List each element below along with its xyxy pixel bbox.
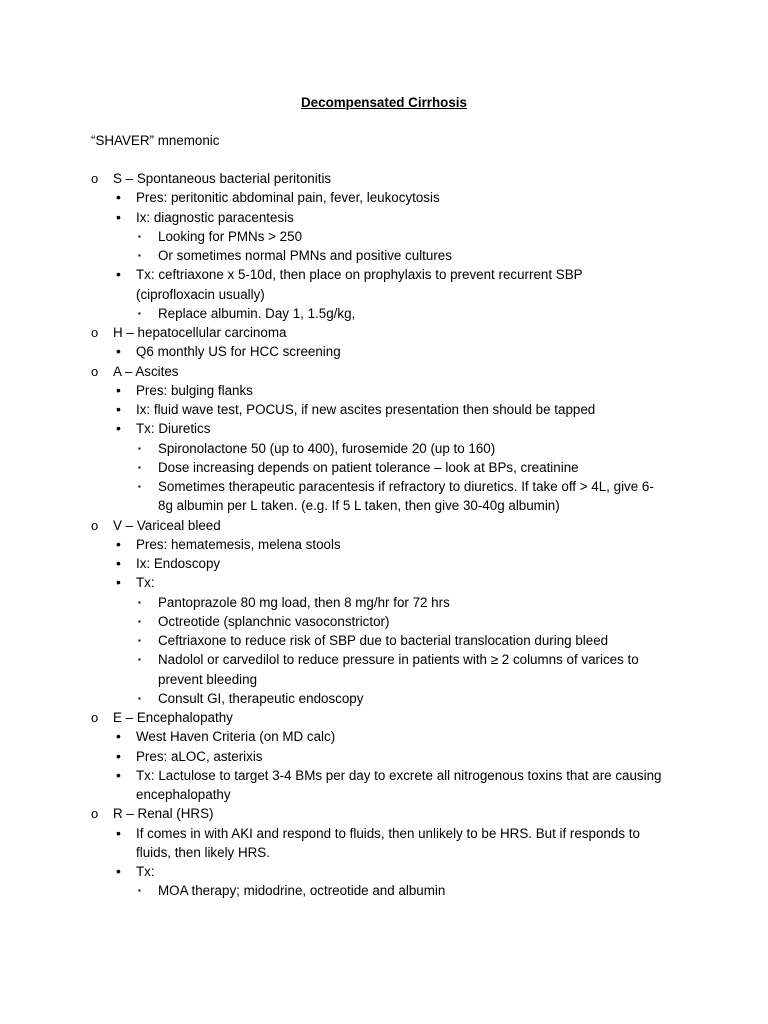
bullet-marker: • [116, 401, 121, 417]
item-text: West Haven Criteria (on MD calc) [136, 729, 336, 744]
bullet-marker: • [116, 574, 121, 590]
hollow-circle-marker: o [91, 325, 99, 340]
item-text: Pantoprazole 80 mg load, then 8 mg/hr for 72 hrs [158, 595, 450, 610]
item-text: Ix: Endoscopy [136, 556, 221, 571]
bullet-marker: • [116, 209, 121, 225]
square-bullet-marker: ▪ [138, 886, 141, 895]
item-text: Octreotide (splanchnic vasoconstrictor) [158, 614, 390, 629]
item-text: R – Renal (HRS) [113, 806, 214, 821]
bullet-marker: • [116, 420, 121, 436]
square-bullet-marker: ▪ [138, 617, 141, 626]
page-title: Decompensated Cirrhosis [301, 95, 467, 110]
item-text: Nadolol or carvedilol to reduce pressure in patients with ≥ 2 columns of varices to [158, 652, 639, 667]
item-text: Replace albumin. Day 1, 1.5g/kg, [158, 306, 356, 321]
square-bullet-marker: ▪ [138, 309, 141, 318]
square-bullet-marker: ▪ [138, 636, 141, 645]
item-text: E – Encephalopathy [113, 710, 233, 725]
bullet-marker: • [116, 728, 121, 744]
bullet-marker: • [116, 382, 121, 398]
item-text: Tx: [136, 575, 155, 590]
subtitle: “SHAVER” mnemonic [91, 133, 220, 148]
item-text: MOA therapy; midodrine, octreotide and albumin [158, 883, 446, 898]
item-text-continuation: 8g albumin per L taken. (e.g. If 5 L taken, then give 30-40g albumin) [158, 498, 560, 513]
item-text: A – Ascites [113, 364, 179, 379]
square-bullet-marker: ▪ [138, 655, 141, 664]
square-bullet-marker: ▪ [138, 482, 141, 491]
hollow-circle-marker: o [91, 710, 99, 725]
item-text: Pres: bulging flanks [136, 383, 253, 398]
item-text: V – Variceal bleed [113, 518, 221, 533]
hollow-circle-marker: o [91, 518, 99, 533]
item-text: Ix: diagnostic paracentesis [136, 210, 294, 225]
item-text: If comes in with AKI and respond to fluids, then unlikely to be HRS. But if responds to [136, 826, 640, 841]
item-text: S – Spontaneous bacterial peritonitis [113, 171, 332, 186]
bullet-marker: • [116, 748, 121, 764]
item-text: Pres: hematemesis, melena stools [136, 537, 341, 552]
square-bullet-marker: ▪ [138, 444, 141, 453]
item-text: Q6 monthly US for HCC screening [136, 344, 341, 359]
item-text-continuation: (ciprofloxacin usually) [136, 287, 265, 302]
item-text-continuation: prevent bleeding [158, 672, 258, 687]
item-text: Sometimes therapeutic paracentesis if refractory to diuretics. If take off > 4L, give 6- [158, 479, 654, 494]
item-text: Tx: [136, 864, 155, 879]
item-text-continuation: encephalopathy [136, 787, 231, 802]
item-text: Ix: fluid wave test, POCUS, if new ascites presentation then should be tapped [136, 402, 596, 417]
square-bullet-marker: ▪ [138, 463, 141, 472]
item-text: Tx: ceftriaxone x 5-10d, then place on prophylaxis to prevent recurrent SBP [136, 267, 583, 282]
item-text: Dose increasing depends on patient tolerance – look at BPs, creatinine [158, 460, 579, 475]
item-text: Ceftriaxone to reduce risk of SBP due to bacterial translocation during bleed [158, 633, 609, 648]
square-bullet-marker: ▪ [138, 232, 141, 241]
item-text: Tx: Diuretics [136, 421, 211, 436]
bullet-marker: • [116, 767, 121, 783]
item-text: Tx: Lactulose to target 3-4 BMs per day to excrete all nitrogenous toxins that are causing [136, 768, 662, 783]
item-text: Spironolactone 50 (up to 400), furosemide 20 (up to 160) [158, 441, 496, 456]
bullet-marker: • [116, 825, 121, 841]
square-bullet-marker: ▪ [138, 598, 141, 607]
hollow-circle-marker: o [91, 364, 99, 379]
item-text: Pres: aLOC, asterixis [136, 749, 263, 764]
bullet-marker: • [116, 536, 121, 552]
square-bullet-marker: ▪ [138, 694, 141, 703]
item-text: Consult GI, therapeutic endoscopy [158, 691, 364, 706]
bullet-marker: • [116, 555, 121, 571]
hollow-circle-marker: o [91, 171, 99, 186]
bullet-marker: • [116, 343, 121, 359]
item-text: H – hepatocellular carcinoma [113, 325, 287, 340]
bullet-marker: • [116, 266, 121, 282]
item-text-continuation: fluids, then likely HRS. [136, 845, 270, 860]
bullet-marker: • [116, 189, 121, 205]
item-text: Or sometimes normal PMNs and positive cultures [158, 248, 452, 263]
hollow-circle-marker: o [91, 806, 99, 821]
item-text: Looking for PMNs > 250 [158, 229, 303, 244]
bullet-marker: • [116, 863, 121, 879]
item-text: Pres: peritonitic abdominal pain, fever, leukocytosis [136, 190, 440, 205]
square-bullet-marker: ▪ [138, 251, 141, 260]
